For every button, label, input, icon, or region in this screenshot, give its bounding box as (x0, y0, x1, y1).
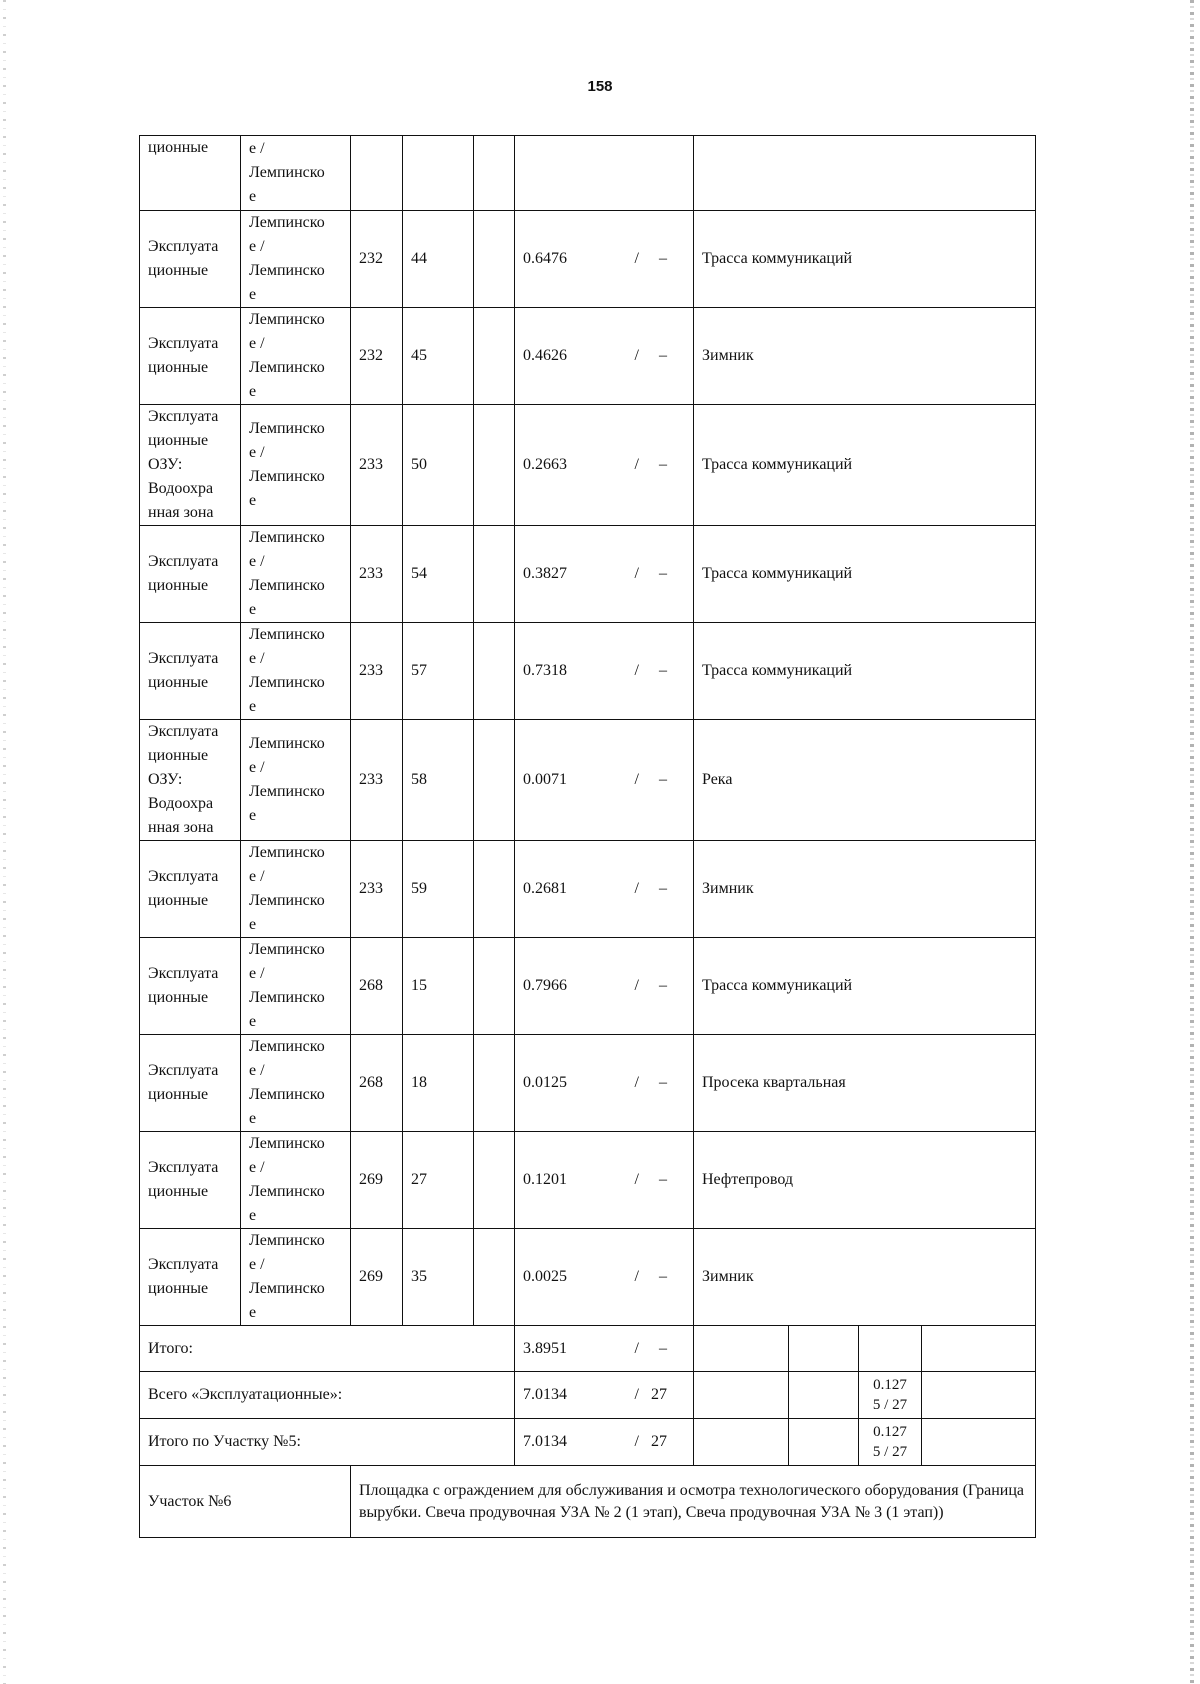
empty-cell (474, 1035, 515, 1132)
page-number: 158 (587, 78, 613, 95)
category-cell (140, 938, 241, 1035)
forestry-line: Лемпинско (249, 1232, 325, 1249)
forestry-line: е / (249, 650, 265, 667)
table-row (140, 405, 1036, 526)
forestry-line: е (249, 492, 257, 509)
summary-row (140, 1372, 1036, 1419)
area-value: 7.0134 (523, 1386, 567, 1403)
forestry-line: Лемпинско (249, 164, 325, 181)
table-row (140, 1035, 1036, 1132)
usage-cell: Река (694, 720, 1036, 841)
area-suffix: – (659, 565, 667, 582)
table-row (140, 526, 1036, 623)
plot-cell: 59 (403, 841, 474, 938)
usage-cell: Просека квартальная (694, 1035, 1036, 1132)
land-plot-table (139, 135, 1036, 1538)
table-row (140, 308, 1036, 405)
category-line: Эксплуата (148, 650, 219, 667)
area-suffix: – (659, 977, 667, 994)
forestry-cell (241, 938, 351, 1035)
forestry-line: е / (249, 1256, 265, 1273)
category-cell (140, 211, 241, 308)
area-cell (515, 405, 694, 526)
forestry-line: Лемпинско (249, 989, 325, 1006)
area-cell (515, 1132, 694, 1229)
area-cell (515, 1035, 694, 1132)
area-suffix: – (659, 1268, 667, 1285)
forestry-line: Лемпинско (249, 1086, 325, 1103)
area-slash: / (634, 880, 639, 897)
table-row (140, 136, 1036, 211)
forestry-cell (241, 136, 351, 211)
area-suffix: – (659, 771, 667, 788)
forestry-cell (241, 526, 351, 623)
plot-cell: 58 (403, 720, 474, 841)
forestry-line: Лемпинско (249, 311, 325, 328)
area-cell (515, 211, 694, 308)
quarter-cell (351, 136, 403, 211)
forestry-line: Лемпинско (249, 214, 325, 231)
quarter-cell: 233 (351, 841, 403, 938)
forestry-line: Лемпинско (249, 626, 325, 643)
area-slash: / (634, 1433, 639, 1450)
forestry-line: е / (249, 1062, 265, 1079)
quarter-cell: 269 (351, 1132, 403, 1229)
usage-cell: Трасса коммуникаций (694, 623, 1036, 720)
summary-cell (859, 1326, 922, 1372)
area-slash: / (634, 1339, 639, 1357)
category-line: ционные (148, 1183, 209, 1200)
area-cell (515, 720, 694, 841)
area-suffix: – (659, 1339, 667, 1357)
area-suffix: 27 (651, 1433, 667, 1450)
quarter-cell: 232 (351, 308, 403, 405)
usage-cell: Зимник (694, 1229, 1036, 1326)
summary-area-cell (515, 1326, 694, 1372)
forestry-line: е (249, 807, 257, 824)
area-value: 0.0071 (523, 771, 567, 788)
summary-cell (694, 1326, 789, 1372)
summary-cell (694, 1372, 789, 1419)
area-suffix: – (659, 347, 667, 364)
forestry-line: Лемпинско (249, 359, 325, 376)
forestry-line: е / (249, 238, 265, 255)
category-line: ционные (148, 577, 209, 594)
table-row (140, 1229, 1036, 1326)
scan-edge-left (3, 0, 6, 1684)
table-row (140, 938, 1036, 1035)
forestry-line: е / (249, 553, 265, 570)
area-slash: / (634, 977, 639, 994)
category-line: Эксплуата (148, 1256, 219, 1273)
forestry-line: Лемпинско (249, 783, 325, 800)
forestry-line: е (249, 1207, 257, 1224)
empty-cell (474, 623, 515, 720)
summary-cell (922, 1419, 1036, 1466)
table-row (140, 211, 1036, 308)
area-cell (515, 1229, 694, 1326)
forestry-line: е / (249, 1159, 265, 1176)
category-line: ОЗУ: (148, 456, 183, 473)
quarter-cell: 232 (351, 211, 403, 308)
category-line: ционные (148, 262, 209, 279)
area-slash: / (634, 1074, 639, 1091)
quarter-cell: 233 (351, 623, 403, 720)
forestry-line: Лемпинско (249, 1135, 325, 1152)
empty-cell (474, 938, 515, 1035)
forestry-line: е (249, 601, 257, 618)
usage-cell: Трасса коммуникаций (694, 211, 1036, 308)
forestry-line: е (249, 1110, 257, 1127)
usage-cell (694, 136, 1036, 211)
area-value: 0.2663 (523, 456, 567, 473)
category-line: Эксплуата (148, 335, 219, 352)
area-slash: / (634, 456, 639, 473)
area-slash: / (634, 347, 639, 364)
section-row (140, 1466, 1036, 1538)
category-line: Эксплуата (148, 723, 219, 740)
usage-cell: Зимник (694, 841, 1036, 938)
area-value: 0.3827 (523, 565, 567, 582)
area-value: 0.0025 (523, 1268, 567, 1285)
section-description: Площадка с ограждением для обслуживания и осмотра технологического оборудования (Граница вырубки. Свеча продувочная УЗА № 2 (1 этап), Свеча продувочная УЗА № 3 (1 этап)) (351, 1466, 1036, 1538)
forestry-line: Лемпинско (249, 941, 325, 958)
summary-cell (922, 1372, 1036, 1419)
area-value: 0.6476 (523, 250, 567, 267)
forestry-cell (241, 211, 351, 308)
plot-cell: 15 (403, 938, 474, 1035)
area-value: 0.0125 (523, 1074, 567, 1091)
area-value: 3.8951 (523, 1339, 567, 1357)
usage-cell: Трасса коммуникаций (694, 938, 1036, 1035)
table-row (140, 623, 1036, 720)
plot-cell: 45 (403, 308, 474, 405)
area-suffix: – (659, 880, 667, 897)
category-line: нная зона (148, 504, 214, 521)
category-line: Водоохра (148, 480, 214, 497)
category-line: ционные (148, 139, 209, 156)
summary-row (140, 1419, 1036, 1466)
category-cell (140, 1035, 241, 1132)
category-line: ционные (148, 359, 209, 376)
quarter-cell: 233 (351, 526, 403, 623)
category-cell (140, 1132, 241, 1229)
plot-cell (403, 136, 474, 211)
category-line: Эксплуата (148, 553, 219, 570)
area-slash: / (634, 1171, 639, 1188)
area-suffix: – (659, 250, 667, 267)
forestry-line: Лемпинско (249, 892, 325, 909)
category-line: Эксплуата (148, 238, 219, 255)
forestry-line: Лемпинско (249, 674, 325, 691)
forestry-line: е (249, 1013, 257, 1030)
empty-cell (474, 211, 515, 308)
summary-label: Итого: (140, 1326, 515, 1372)
quarter-cell: 268 (351, 1035, 403, 1132)
forestry-line: Лемпинско (249, 1280, 325, 1297)
forestry-line: е (249, 383, 257, 400)
category-cell (140, 841, 241, 938)
area-suffix: – (659, 1074, 667, 1091)
category-line: ционные (148, 989, 209, 1006)
category-line: ОЗУ: (148, 771, 183, 788)
area-suffix: – (659, 456, 667, 473)
category-cell (140, 136, 241, 211)
area-suffix: 27 (651, 1386, 667, 1403)
table-row (140, 841, 1036, 938)
category-cell (140, 405, 241, 526)
category-line: ционные (148, 674, 209, 691)
category-line: Эксплуата (148, 1159, 219, 1176)
quarter-cell: 233 (351, 720, 403, 841)
section-label: Участок №6 (140, 1466, 351, 1538)
area-value: 0.2681 (523, 880, 567, 897)
usage-cell: Трасса коммуникаций (694, 405, 1036, 526)
forestry-line: Лемпинско (249, 735, 325, 752)
table-row (140, 1132, 1036, 1229)
area-slash: / (634, 1386, 639, 1403)
forestry-line: Лемпинско (249, 1183, 325, 1200)
category-line: Эксплуата (148, 408, 219, 425)
forestry-cell (241, 1229, 351, 1326)
area-suffix: – (659, 1171, 667, 1188)
summary-fraction-cell: 0.127 5 / 27 (859, 1419, 922, 1466)
forestry-line: Лемпинско (249, 262, 325, 279)
category-cell (140, 526, 241, 623)
usage-cell: Трасса коммуникаций (694, 526, 1036, 623)
forestry-line: Лемпинско (249, 844, 325, 861)
category-line: Эксплуата (148, 1062, 219, 1079)
scan-edge-right (1190, 0, 1194, 1684)
area-suffix: – (659, 662, 667, 679)
plot-cell: 57 (403, 623, 474, 720)
summary-cell (789, 1419, 859, 1466)
forestry-line: е (249, 286, 257, 303)
empty-cell (474, 841, 515, 938)
summary-area-cell (515, 1419, 694, 1466)
category-cell (140, 720, 241, 841)
category-line: ционные (148, 747, 209, 764)
area-cell (515, 308, 694, 405)
area-cell (515, 526, 694, 623)
forestry-cell (241, 720, 351, 841)
category-line: ционные (148, 432, 209, 449)
forestry-cell (241, 405, 351, 526)
category-line: Эксплуата (148, 868, 219, 885)
area-value: 0.1201 (523, 1171, 567, 1188)
summary-cell (789, 1326, 859, 1372)
forestry-cell (241, 623, 351, 720)
summary-label: Итого по Участку №5: (140, 1419, 515, 1466)
category-cell (140, 1229, 241, 1326)
category-cell (140, 308, 241, 405)
area-slash: / (634, 662, 639, 679)
plot-cell: 35 (403, 1229, 474, 1326)
category-line: ционные (148, 1280, 209, 1297)
plot-cell: 18 (403, 1035, 474, 1132)
plot-cell: 50 (403, 405, 474, 526)
forestry-line: е / (249, 868, 265, 885)
forestry-cell (241, 1035, 351, 1132)
quarter-cell: 269 (351, 1229, 403, 1326)
area-cell (515, 841, 694, 938)
forestry-line: е (249, 916, 257, 933)
table-row (140, 720, 1036, 841)
forestry-line: Лемпинско (249, 529, 325, 546)
forestry-line: Лемпинско (249, 468, 325, 485)
forestry-line: е / (249, 335, 265, 352)
empty-cell (474, 720, 515, 841)
category-line: ционные (148, 892, 209, 909)
summary-cell (694, 1419, 789, 1466)
forestry-cell (241, 841, 351, 938)
area-value: 0.7966 (523, 977, 567, 994)
empty-cell (474, 405, 515, 526)
plot-cell: 54 (403, 526, 474, 623)
summary-fraction-cell: 0.127 5 / 27 (859, 1372, 922, 1419)
area-value: 0.7318 (523, 662, 567, 679)
area-cell (515, 623, 694, 720)
area-cell (515, 938, 694, 1035)
area-value: 7.0134 (523, 1433, 567, 1450)
empty-cell (474, 1229, 515, 1326)
quarter-cell: 233 (351, 405, 403, 526)
usage-cell: Нефтепровод (694, 1132, 1036, 1229)
forestry-line: е (249, 1304, 257, 1321)
summary-cell (922, 1326, 1036, 1372)
area-value: 0.4626 (523, 347, 567, 364)
forestry-cell (241, 1132, 351, 1229)
area-slash: / (634, 771, 639, 788)
summary-label: Всего «Эксплуатационные»: (140, 1372, 515, 1419)
area-slash: / (634, 565, 639, 582)
category-line: Водоохра (148, 795, 214, 812)
category-line: ционные (148, 1086, 209, 1103)
plot-cell: 27 (403, 1132, 474, 1229)
area-slash: / (634, 250, 639, 267)
forestry-line: Лемпинско (249, 577, 325, 594)
forestry-line: Лемпинско (249, 1038, 325, 1055)
category-line: нная зона (148, 819, 214, 836)
forestry-line: е / (249, 965, 265, 982)
empty-cell (474, 308, 515, 405)
empty-cell (474, 526, 515, 623)
summary-area-cell (515, 1372, 694, 1419)
plot-cell: 44 (403, 211, 474, 308)
forestry-cell (241, 308, 351, 405)
category-line: Эксплуата (148, 965, 219, 982)
forestry-line: е (249, 188, 257, 205)
summary-cell (789, 1372, 859, 1419)
forestry-line: е / (249, 759, 265, 776)
forestry-line: Лемпинско (249, 420, 325, 437)
empty-cell (474, 1132, 515, 1229)
quarter-cell: 268 (351, 938, 403, 1035)
area-cell (515, 136, 694, 211)
empty-cell (474, 136, 515, 211)
usage-cell: Зимник (694, 308, 1036, 405)
area-slash: / (634, 1268, 639, 1285)
summary-row (140, 1326, 1036, 1372)
category-cell (140, 623, 241, 720)
forestry-line: е (249, 698, 257, 715)
forestry-line: е / (249, 140, 265, 157)
forestry-line: е / (249, 444, 265, 461)
